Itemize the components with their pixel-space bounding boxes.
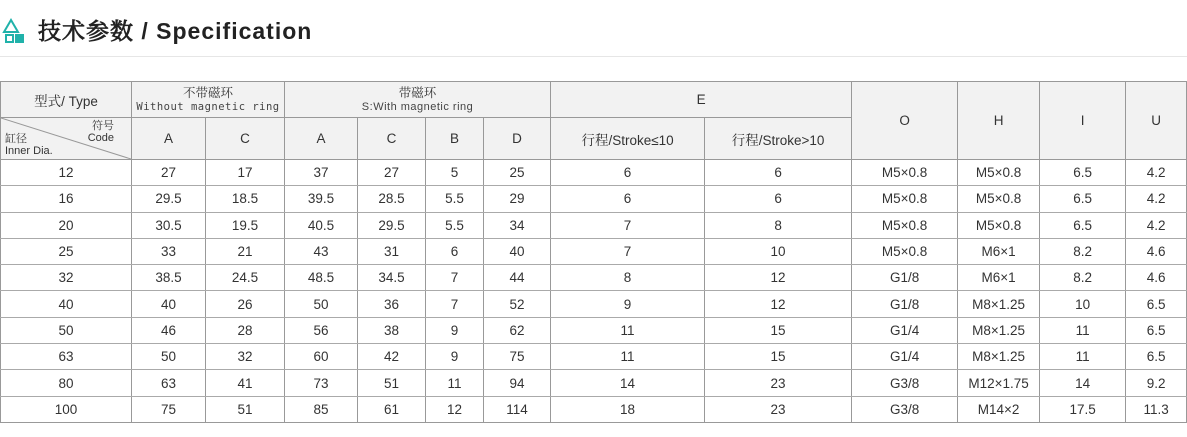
cell-o: G1/4 [852,344,958,370]
cell-i: 11 [1040,344,1126,370]
cell-o: M5×0.8 [852,238,958,264]
cell-h: M5×0.8 [958,212,1040,238]
col-header-without-c: C [206,118,285,160]
cell-e-stroke-gt-10: 15 [705,317,852,343]
cell-without-a: 33 [132,238,206,264]
cell-with-d: 75 [484,344,551,370]
cell-e-stroke-gt-10: 23 [705,396,852,422]
cell-e-stroke-le-10: 7 [551,238,705,264]
cell-e-stroke-gt-10: 10 [705,238,852,264]
bore-label-en: Inner Dia. [5,145,53,157]
cell-with-d: 94 [484,370,551,396]
cell-with-d: 52 [484,291,551,317]
cell-u: 11.3 [1126,396,1187,422]
cell-u: 4.2 [1126,186,1187,212]
with-group-title: 带磁环 [398,85,437,100]
cell-o: G1/8 [852,265,958,291]
cell-without-a: 50 [132,344,206,370]
type-header: 型式/ Type [1,82,132,118]
cell-h: M8×1.25 [958,317,1040,343]
cell-o: G3/8 [852,370,958,396]
cell-e-stroke-gt-10: 6 [705,160,852,186]
cell-bore: 16 [1,186,132,212]
cell-without-c: 26 [206,291,285,317]
cell-h: M6×1 [958,265,1040,291]
table-row [1,291,1187,317]
cell-i: 11 [1040,317,1126,343]
table-row [1,265,1187,291]
triangle-square-logo-icon [2,18,28,44]
cell-with-d: 44 [484,265,551,291]
cell-without-c: 21 [206,238,285,264]
col-header-with-b: B [426,118,484,160]
cell-with-d: 62 [484,317,551,343]
cell-with-d: 40 [484,238,551,264]
table-row [1,238,1187,264]
cell-with-b: 5.5 [426,186,484,212]
title-divider [0,56,1187,57]
cell-o: G1/8 [852,291,958,317]
cell-without-a: 75 [132,396,206,422]
cell-e-stroke-gt-10: 23 [705,370,852,396]
cell-e-stroke-le-10: 14 [551,370,705,396]
cell-h: M5×0.8 [958,160,1040,186]
section-header [0,0,1187,58]
code-bore-diagonal-header [1,118,132,160]
col-header-e-stroke-le-10: 行程/Stroke≤10 [551,118,705,160]
cell-bore: 40 [1,291,132,317]
page-title: 技术参数 / Specification [38,18,313,44]
cell-i: 17.5 [1040,396,1126,422]
cell-without-c: 17 [206,160,285,186]
cell-i: 6.5 [1040,186,1126,212]
cell-without-a: 29.5 [132,186,206,212]
without-magnetic-group-header [132,82,285,118]
cell-bore: 50 [1,317,132,343]
cell-bore: 80 [1,370,132,396]
cell-without-c: 24.5 [206,265,285,291]
cell-without-a: 30.5 [132,212,206,238]
col-header-i: I [1040,82,1126,160]
cell-with-a: 48.5 [285,265,358,291]
cell-e-stroke-le-10: 18 [551,396,705,422]
col-header-with-a: A [285,118,358,160]
specification-table [0,81,1187,423]
cell-with-b: 5 [426,160,484,186]
cell-with-b: 9 [426,317,484,343]
e-group-header: E [551,82,852,118]
cell-with-b: 7 [426,265,484,291]
cell-with-c: 29.5 [358,212,426,238]
col-header-o: O [852,82,958,160]
cell-o: M5×0.8 [852,160,958,186]
cell-with-a: 43 [285,238,358,264]
bore-label-cn: 缸径 [5,133,27,145]
cell-with-c: 61 [358,396,426,422]
cell-e-stroke-gt-10: 12 [705,265,852,291]
cell-e-stroke-le-10: 6 [551,160,705,186]
header-row-groups [1,82,1187,118]
cell-i: 8.2 [1040,238,1126,264]
cell-without-c: 32 [206,344,285,370]
cell-u: 9.2 [1126,370,1187,396]
cell-u: 4.2 [1126,160,1187,186]
cell-without-a: 27 [132,160,206,186]
cell-with-b: 6 [426,238,484,264]
cell-e-stroke-gt-10: 15 [705,344,852,370]
cell-u: 4.6 [1126,238,1187,264]
cell-with-d: 34 [484,212,551,238]
table-row [1,186,1187,212]
cell-without-c: 41 [206,370,285,396]
code-label [88,120,114,144]
cell-without-c: 28 [206,317,285,343]
cell-o: G1/4 [852,317,958,343]
cell-without-a: 46 [132,317,206,343]
cell-o: M5×0.8 [852,186,958,212]
cell-with-d: 114 [484,396,551,422]
cell-u: 4.2 [1126,212,1187,238]
cell-u: 6.5 [1126,291,1187,317]
cell-u: 4.6 [1126,265,1187,291]
cell-with-a: 56 [285,317,358,343]
cell-h: M8×1.25 [958,344,1040,370]
cell-e-stroke-le-10: 6 [551,186,705,212]
cell-with-a: 85 [285,396,358,422]
table-row [1,396,1187,422]
code-label-cn: 符号 [92,120,114,132]
cell-i: 10 [1040,291,1126,317]
cell-h: M12×1.75 [958,370,1040,396]
without-group-subtitle: Without magnetic ring [136,100,280,113]
table-row [1,344,1187,370]
cell-u: 6.5 [1126,344,1187,370]
cell-with-b: 5.5 [426,212,484,238]
cell-e-stroke-le-10: 9 [551,291,705,317]
cell-e-stroke-gt-10: 8 [705,212,852,238]
cell-e-stroke-le-10: 11 [551,344,705,370]
cell-i: 14 [1040,370,1126,396]
cell-with-c: 38 [358,317,426,343]
table-row [1,370,1187,396]
col-header-u: U [1126,82,1187,160]
cell-with-c: 31 [358,238,426,264]
cell-bore: 63 [1,344,132,370]
cell-bore: 100 [1,396,132,422]
cell-bore: 20 [1,212,132,238]
cell-with-c: 34.5 [358,265,426,291]
with-magnetic-group-header [285,82,551,118]
cell-e-stroke-le-10: 11 [551,317,705,343]
col-header-with-d: D [484,118,551,160]
cell-with-c: 28.5 [358,186,426,212]
cell-e-stroke-le-10: 8 [551,265,705,291]
cell-without-c: 18.5 [206,186,285,212]
cell-without-a: 40 [132,291,206,317]
cell-bore: 32 [1,265,132,291]
cell-without-a: 38.5 [132,265,206,291]
cell-with-c: 36 [358,291,426,317]
cell-with-b: 9 [426,344,484,370]
code-label-en: Code [87,132,114,144]
cell-with-b: 7 [426,291,484,317]
cell-i: 8.2 [1040,265,1126,291]
bore-label [5,133,53,157]
table-row [1,317,1187,343]
cell-with-b: 11 [426,370,484,396]
cell-h: M5×0.8 [958,186,1040,212]
cell-with-a: 60 [285,344,358,370]
col-header-without-a: A [132,118,206,160]
cell-bore: 25 [1,238,132,264]
col-header-with-c: C [358,118,426,160]
cell-bore: 12 [1,160,132,186]
cell-with-a: 50 [285,291,358,317]
cell-with-b: 12 [426,396,484,422]
cell-with-d: 29 [484,186,551,212]
with-group-subtitle: S:With magnetic ring [361,100,474,113]
cell-with-d: 25 [484,160,551,186]
cell-e-stroke-gt-10: 6 [705,186,852,212]
cell-without-a: 63 [132,370,206,396]
cell-without-c: 19.5 [206,212,285,238]
table-row [1,212,1187,238]
cell-h: M6×1 [958,238,1040,264]
cell-with-a: 39.5 [285,186,358,212]
cell-e-stroke-le-10: 7 [551,212,705,238]
col-header-e-stroke-gt-10: 行程/Stroke>10 [705,118,852,160]
cell-i: 6.5 [1040,212,1126,238]
col-header-h: H [958,82,1040,160]
specification-table-body [1,160,1187,423]
cell-with-c: 27 [358,160,426,186]
cell-without-c: 51 [206,396,285,422]
cell-with-c: 51 [358,370,426,396]
table-row [1,160,1187,186]
cell-u: 6.5 [1126,317,1187,343]
cell-e-stroke-gt-10: 12 [705,291,852,317]
without-group-title: 不带磁环 [183,85,234,100]
cell-with-a: 73 [285,370,358,396]
cell-o: G3/8 [852,396,958,422]
cell-with-c: 42 [358,344,426,370]
cell-h: M8×1.25 [958,291,1040,317]
cell-o: M5×0.8 [852,212,958,238]
cell-h: M14×2 [958,396,1040,422]
cell-with-a: 40.5 [285,212,358,238]
cell-with-a: 37 [285,160,358,186]
cell-i: 6.5 [1040,160,1126,186]
